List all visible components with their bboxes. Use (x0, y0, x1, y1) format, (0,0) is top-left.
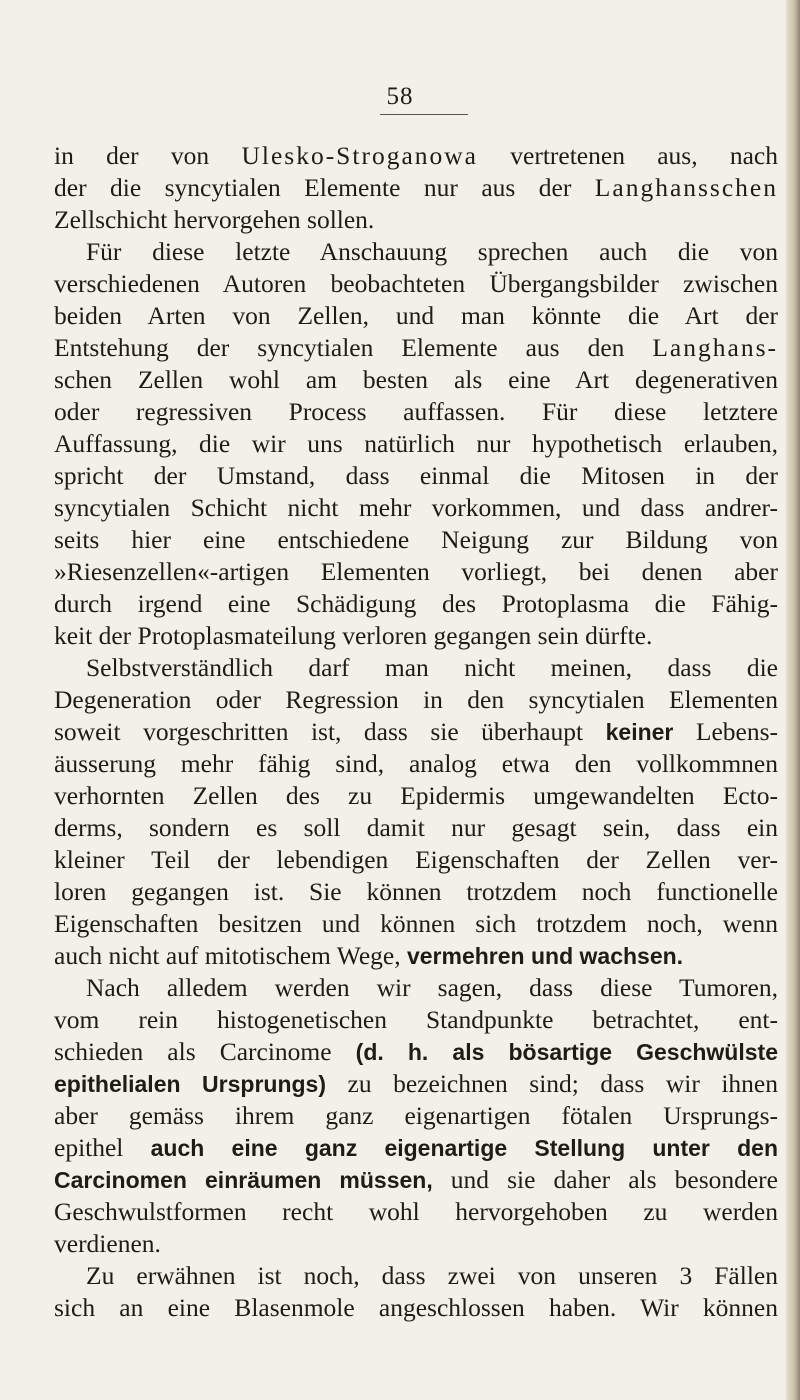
text-line (54, 140, 778, 172)
text-line (54, 1164, 778, 1196)
text-line (54, 972, 778, 1004)
text-segment: in der von (54, 141, 242, 170)
text-line (54, 748, 778, 780)
text-segment: oder regressiven Process auffassen. Für diese letztere (54, 397, 778, 426)
text-segment: Auffassung, die wir uns natürlich nur hypothetisch erlauben, (54, 429, 778, 458)
text-line (54, 1292, 778, 1324)
text-line (54, 812, 778, 844)
text-segment: vermehren und wachsen. (406, 943, 684, 969)
text-line (54, 716, 778, 748)
text-segment: Lebens- (673, 717, 778, 746)
text-segment: Nach alledem werden wir sagen, dass diese Tumoren, (86, 973, 778, 1002)
text-line (54, 268, 778, 300)
text-segment: durch irgend eine Schädigung des Protoplasma die Fähig- (54, 589, 778, 618)
text-segment: keit der Protoplasmateilung verloren gegangen sein dürfte. (54, 621, 653, 650)
text-segment: Geschwulstformen recht wohl hervorgehoben zu werden (54, 1197, 778, 1226)
text-line (54, 332, 778, 364)
text-segment: beiden Arten von Zellen, und man könnte die Art der (54, 301, 778, 330)
text-segment: Zellschicht hervorgehen sollen. (54, 205, 375, 234)
text-segment: sich an eine Blasenmole angeschlossen haben. Wir können (54, 1293, 778, 1322)
text-segment: seits hier eine entschiedene Neigung zur Bildung von (54, 525, 778, 554)
text-segment: kleiner Teil der lebendigen Eigenschaften der Zellen ver- (54, 845, 778, 874)
text-segment: auch eine ganz eigenartige Stellung unter den (150, 1135, 778, 1161)
text-line (54, 236, 778, 268)
text-line (54, 620, 778, 652)
text-line (54, 1068, 778, 1100)
text-line (54, 780, 778, 812)
text-line (54, 396, 778, 428)
text-line (54, 1132, 778, 1164)
text-segment: Zu erwähnen ist noch, dass zwei von unseren 3 Fällen (86, 1261, 778, 1290)
text-segment: vertretenen aus, nach (478, 141, 778, 170)
text-segment: Selbstverständlich darf man nicht meinen, dass die (86, 653, 778, 682)
text-segment: aber gemäss ihrem ganz eigenartigen fötalen Ursprungs- (54, 1101, 778, 1130)
text-line (54, 428, 778, 460)
text-segment: der die syncytialen Elemente nur aus der (54, 173, 595, 202)
text-line (54, 652, 778, 684)
text-line (54, 556, 778, 588)
text-line (54, 364, 778, 396)
text-line (54, 1100, 778, 1132)
text-segment: Degeneration oder Regression in den syncytialen Elementen (54, 685, 778, 714)
text-segment: keiner (605, 719, 674, 745)
text-segment: auch nicht auf mitotischem Wege, (54, 941, 407, 970)
text-segment: epithel (54, 1133, 151, 1162)
header-rule (380, 114, 468, 115)
text-segment: epithelialen Ursprungs) (54, 1071, 327, 1097)
text-segment: Eigenschaften besitzen und können sich trotzdem noch, wenn (54, 909, 778, 938)
text-segment: (d. h. als bösartige Geschwülste (355, 1039, 778, 1065)
text-segment: derms, sondern es soll damit nur gesagt sein, dass ein (54, 813, 778, 842)
text-line (54, 1260, 778, 1292)
text-segment: syncytialen Schicht nicht mehr vorkommen, und dass andrer- (54, 493, 778, 522)
text-segment: Für diese letzte Anschauung sprechen auch die von (86, 237, 778, 266)
text-segment: verhornten Zellen des zu Epidermis umgewandelten Ecto- (54, 781, 778, 810)
text-segment: verschiedenen Autoren beobachteten Übergangsbilder zwischen (54, 269, 778, 298)
text-line (54, 684, 778, 716)
text-segment: Carcinomen einräumen müssen, (54, 1167, 433, 1193)
text-segment: Ulesko-Stroganowa (241, 141, 478, 170)
text-segment: soweit vorgeschritten ist, dass sie überhaupt (54, 717, 606, 746)
text-segment: Langhansschen (594, 173, 778, 202)
page-edge (786, 0, 800, 1400)
text-segment: Langhans- (652, 333, 778, 362)
text-segment: verdienen. (54, 1229, 161, 1258)
text-line (54, 588, 778, 620)
text-line (54, 1228, 778, 1260)
text-line (54, 460, 778, 492)
text-line (54, 492, 778, 524)
text-line (54, 940, 778, 972)
text-segment: äusserung mehr fähig sind, analog etwa den vollkommnen (54, 749, 778, 778)
body-text (54, 140, 778, 1324)
text-segment: »Riesenzellen«-artigen Elementen vorliegt, bei denen aber (54, 557, 778, 586)
text-line (54, 1196, 778, 1228)
text-segment: und sie daher als besondere (432, 1165, 778, 1194)
text-segment: Entstehung der syncytialen Elemente aus den (54, 333, 653, 362)
text-line (54, 172, 778, 204)
text-segment: schen Zellen wohl am besten als eine Art degenerativen (54, 365, 778, 394)
text-segment: zu bezeichnen sind; dass wir ihnen (326, 1069, 778, 1098)
text-line (54, 1036, 778, 1068)
text-line (54, 844, 778, 876)
text-line (54, 876, 778, 908)
page-number: 58 (386, 83, 414, 110)
text-line (54, 300, 778, 332)
text-line (54, 908, 778, 940)
text-segment: vom rein histogenetischen Standpunkte betrachtet, ent- (54, 1005, 778, 1034)
text-line (54, 524, 778, 556)
text-segment: loren gegangen ist. Sie können trotzdem noch functionelle (54, 877, 778, 906)
text-line (54, 1004, 778, 1036)
text-segment: spricht der Umstand, dass einmal die Mitosen in der (54, 461, 778, 490)
text-segment: schieden als Carcinome (54, 1037, 356, 1066)
text-line (54, 204, 778, 236)
